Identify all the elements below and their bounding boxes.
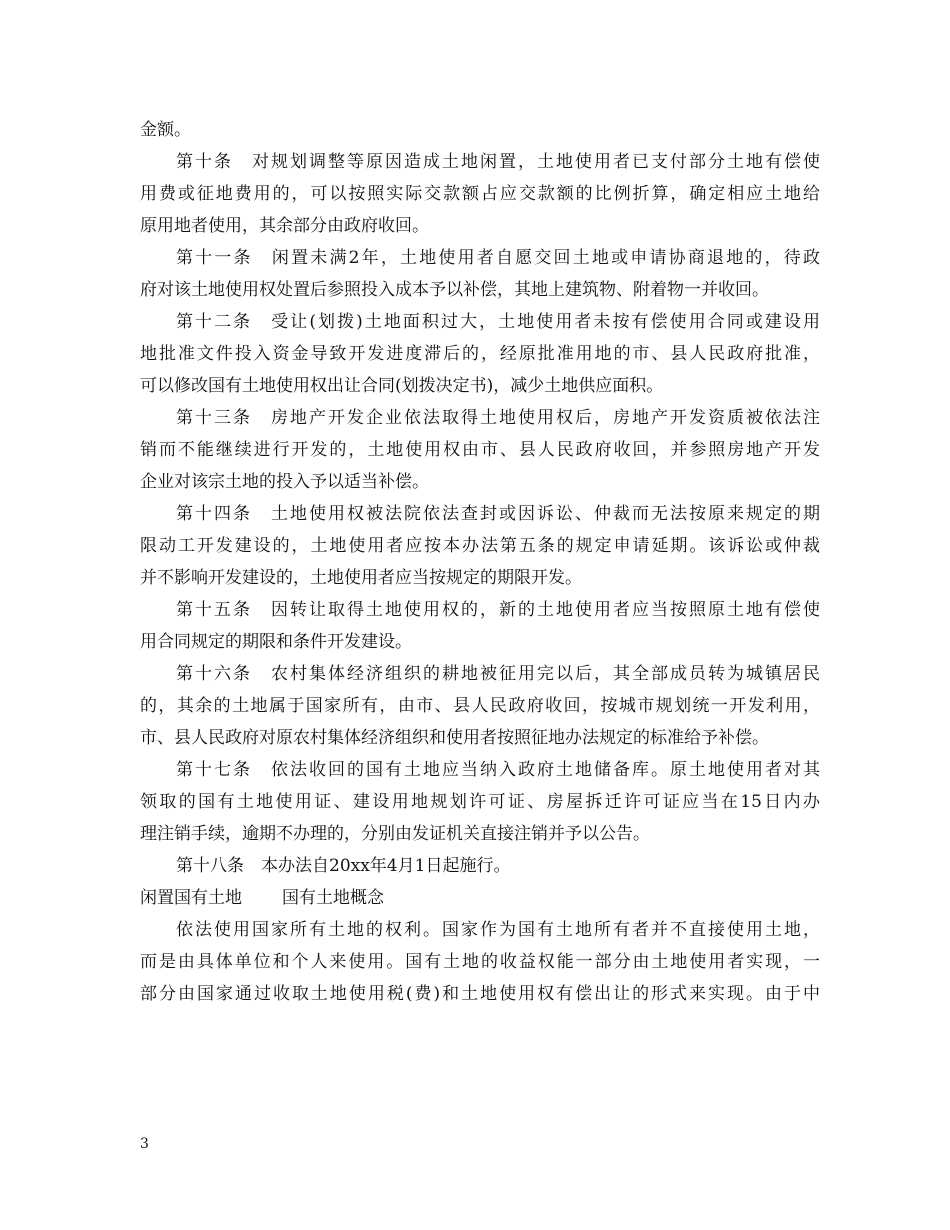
text-line: 用合同规定的期限和条件开发建设。: [140, 632, 412, 652]
section-heading-right: 国有土地概念: [282, 888, 384, 908]
section-heading-left: 闲置国有土地: [140, 888, 242, 908]
text-line: 并不影响开发建设的，土地使用者应当按规定的期限开发。: [140, 568, 582, 588]
text-line: 第十八条 本办法自20xx年4月1日起施行。: [176, 856, 511, 876]
text-line: 用费或征地费用的，可以按照实际交款额占应交款额的比例折算，确定相应土地给: [140, 184, 820, 204]
text-line: 第十五条 因转让取得土地使用权的，新的土地使用者应当按照原土地有偿使: [176, 600, 820, 620]
text-line: 企业对该宗土地的投入予以适当补偿。: [140, 472, 429, 492]
text-line: 理注销手续，逾期不办理的，分别由发证机关直接注销并予以公告。: [140, 824, 650, 844]
text-line: 第十三条 房地产开发企业依法取得土地使用权后，房地产开发资质被依法注: [176, 408, 820, 428]
text-line: 第十一条 闲置未满2年，土地使用者自愿交回土地或申请协商退地的，待政: [176, 248, 820, 268]
text-line: 原用地者使用，其余部分由政府收回。: [140, 216, 429, 236]
text-line: 地批准文件投入资金导致开发进度滞后的，经原批准用地的市、县人民政府批准，: [140, 344, 820, 364]
text-line: 府对该土地使用权处置后参照投入成本予以补偿，其地上建筑物、附着物一并收回。: [140, 280, 769, 300]
text-line: 市、县人民政府对原农村集体经济组织和使用者按照征地办法规定的标准给予补偿。: [140, 728, 769, 748]
text-line: 领取的国有土地使用证、建设用地规划许可证、房屋拆迁许可证应当在15日内办: [140, 792, 820, 812]
text-line: 第十二条 受让(划拨)土地面积过大，土地使用者未按有偿使用合同或建设用: [176, 312, 820, 332]
page-number: 3: [140, 1136, 149, 1152]
text-line: 销而不能继续进行开发的，土地使用权由市、县人民政府收回，并参照房地产开发: [140, 440, 820, 460]
concept-paragraph: [140, 914, 820, 1010]
text-line: 第十七条 依法收回的国有土地应当纳入政府土地储备库。原土地使用者对其: [176, 760, 820, 780]
text-line: 金额。: [140, 120, 191, 140]
text-line: 第十四条 土地使用权被法院依法查封或因诉讼、仲裁而无法按原来规定的期: [176, 504, 820, 524]
text-line: 第十六条 农村集体经济组织的耕地被征用完以后，其全部成员转为城镇居民: [176, 664, 820, 684]
text-line: 可以修改国有土地使用权出让合同(划拨决定书)，减少土地供应面积。: [140, 376, 664, 396]
section-heading: [140, 882, 820, 914]
text-line: 部分由国家通过收取土地使用税(费)和土地使用权有偿出让的形式来实现。由于中: [140, 984, 820, 1004]
text-line: 限动工开发建设的，土地使用者应按本办法第五条的规定申请延期。该诉讼或仲裁: [140, 536, 820, 556]
text-line: 的，其余的土地属于国家所有，由市、县人民政府收回，按城市规划统一开发利用，: [140, 696, 820, 716]
text-line: 第十条 对规划调整等原因造成土地闲置，土地使用者已支付部分土地有偿使: [176, 152, 820, 172]
article-text-block: [140, 114, 820, 882]
text-line: 依法使用国家所有土地的权利。国家作为国有土地所有者并不直接使用土地，: [176, 920, 820, 940]
text-line: 而是由具体单位和个人来使用。国有土地的收益权能一部分由土地使用者实现，一: [140, 952, 820, 972]
document-body: [140, 114, 820, 1010]
